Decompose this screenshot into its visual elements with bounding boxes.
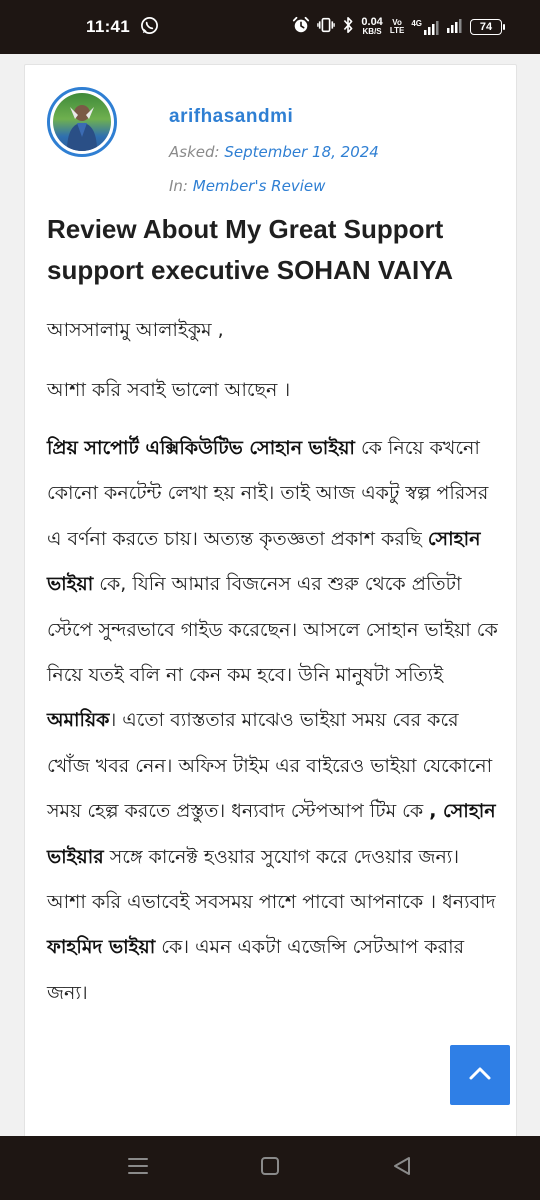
menu-icon (128, 1156, 148, 1180)
signal-4g-icon: 4G (411, 19, 440, 35)
asked-date[interactable]: September 18, 2024 (224, 143, 379, 161)
scroll-to-top-button[interactable] (450, 1045, 510, 1105)
bold-text: , সোহান ভাইয়ার (47, 800, 496, 868)
recent-apps-button[interactable] (118, 1148, 158, 1188)
body-text: কে। এমন একটা এজেন্সি সেটআপ করার জন্য। (47, 936, 465, 1004)
body-text: কে, যিনি আমার বিজনেস এর শুরু থেকে প্রতিটা স্টেপে সুন্দরভাবে গাইড করেছেন। আসলে সোহান ভাইয়া কে নিয়ে যতই বলি না কেন কম হবে। উনি মানুষটা সত্যিই (47, 573, 498, 687)
category-link[interactable]: Member's Review (192, 177, 326, 195)
bold-text: প্রিয় সাপোর্ট এক্সিকিউটিভ সোহান ভাইয়া (47, 437, 355, 459)
network-speed: 0.04 KB/S (361, 16, 383, 36)
bold-text: সোহান ভাইয়া (47, 527, 481, 596)
category-line (169, 177, 325, 195)
asked-date-line (169, 143, 379, 161)
volte-indicator: Vo LTE (389, 18, 405, 35)
body-text: । এতো ব্যাস্ততার মাঝেও ভাইয়া সময় বের করে খোঁজ খবর নেন। অফিস টাইম এর বাইরেও ভাইয়া যেকোনো সময় হেল্প করতে প্রস্তুত। ধন্যবাদ স্টেপআপ টিম কে (47, 709, 493, 823)
whatsapp-icon (140, 16, 159, 39)
back-button[interactable] (382, 1148, 422, 1188)
bluetooth-icon (342, 16, 354, 38)
question-card (24, 64, 517, 1154)
in-label: In: (169, 177, 188, 195)
home-button[interactable] (250, 1148, 290, 1188)
bold-text: অমায়িক (47, 709, 110, 732)
status-time: 11:41 (86, 17, 131, 36)
chevron-up-icon (468, 1065, 492, 1085)
body-paragraph: আসসালামু আলাইকুম , (47, 319, 224, 341)
battery-indicator: 74 (470, 19, 502, 35)
asked-label: Asked: (169, 143, 220, 161)
body-paragraph: আশা করি সবাই ভালো আছেন । (47, 379, 291, 401)
body-paragraph (47, 426, 502, 1016)
author-name[interactable]: arifhasandmi (169, 106, 294, 127)
home-square-icon (260, 1156, 280, 1180)
question-body (47, 313, 502, 1042)
body-text: সঙ্গে কানেক্ট হওয়ার সুযোগ করে দেওয়ার জন্য। আশা করি এভাবেই সবসময় পাশে পাবো আপনাকে । ধন্যবাদ (47, 845, 496, 914)
avatar-photo (53, 93, 111, 151)
body-text: কে নিয়ে কখনো কোনো কনটেন্ট লেখা হয় নাই। তাই আজ একটু স্বল্প পরিসর এ বর্ণনা করতে চায়। অত্যন্ত কৃতজ্ঞতা প্রকাশ করছি (47, 437, 489, 550)
author-row (47, 87, 496, 197)
navigation-bar (0, 1136, 540, 1200)
bold-text: ফাহমিদ ভাইয়া (47, 936, 156, 959)
back-triangle-icon (392, 1156, 412, 1180)
vibrate-icon (317, 16, 335, 38)
avatar[interactable] (47, 87, 117, 157)
alarm-icon (292, 16, 310, 38)
signal-icon (447, 17, 463, 37)
question-title: Review About My Great Support support executive SOHAN VAIYA (47, 214, 453, 285)
status-bar (0, 0, 540, 54)
